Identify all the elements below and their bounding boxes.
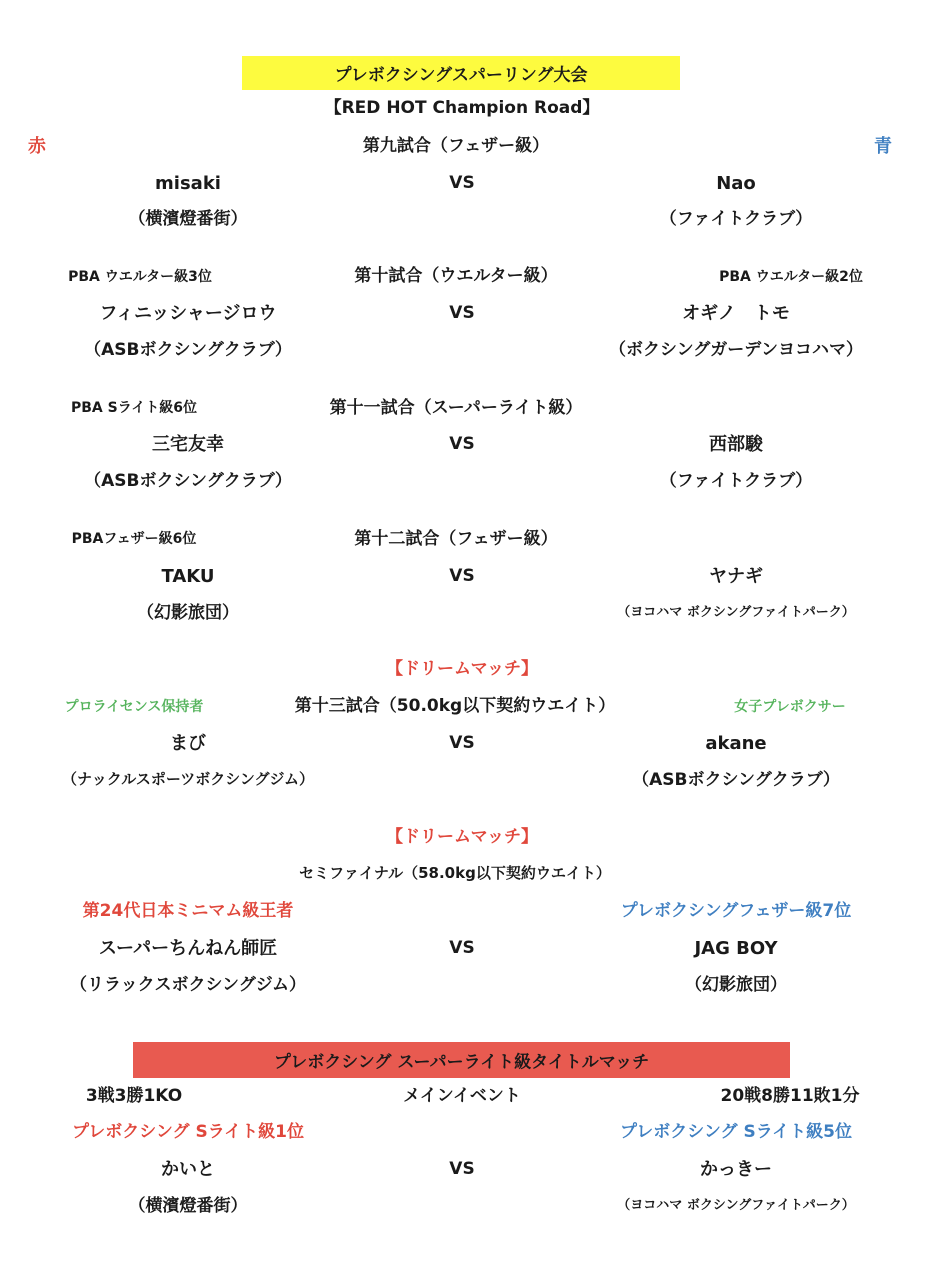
main-blue-name: かっきー [700,1159,772,1180]
bout11-red-name: 三宅友幸 [152,434,224,455]
main-red-name: かいと [161,1159,215,1180]
bout11-title: 第十一試合（スーパーライト級） [329,398,583,418]
bout13-red-note: プロライセンス保持者 [64,699,204,715]
semi-blue-gym: （幻影旅団） [685,975,787,995]
semi-red-name: スーパーちんねん師匠 [98,938,278,959]
red-corner-label: 赤 [28,136,46,157]
bout11-red-rank: PBA Sライト級6位 [70,400,198,416]
main-title: メインイベント [403,1086,521,1106]
bout10-red-gym: （ASBボクシングクラブ） [84,340,292,360]
bout9-blue-name: Nao [716,173,756,194]
main-blue-record: 20戦8勝11敗1分 [720,1086,860,1106]
event-title: プレボクシングスパーリング大会 [334,65,588,86]
semi-vs: VS [449,938,475,958]
bout10-vs: VS [449,303,475,323]
bout12-vs: VS [449,566,475,586]
bout12-blue-name: ヤナギ [709,566,763,587]
bout11-red-gym: （ASBボクシングクラブ） [84,471,292,491]
bout12-title: 第十二試合（フェザー級） [354,529,558,549]
blue-corner-label: 青 [874,136,892,157]
bout9-red-name: misaki [155,173,221,194]
main-blue-rank: プレボクシング Sライト級5位 [619,1122,853,1142]
bout9-red-gym: （横濱燈番街） [128,209,248,229]
bout13-red-gym: （ナックルスポーツボクシングジム） [62,770,314,788]
bout9-title: 第九試合（フェザー級） [362,136,550,156]
bout13-vs: VS [449,733,475,753]
bout11-vs: VS [449,434,475,454]
title-match-banner [133,1042,790,1078]
semi-blue-note: プレボクシングフェザー級7位 [620,901,852,921]
main-red-record: 3戦3勝1KO [85,1086,183,1106]
main-red-gym: （横濱燈番街） [128,1196,248,1216]
semi-title: セミファイナル（58.0kg以下契約ウエイト） [299,864,611,882]
semi-red-note: 第24代日本ミニマム級王者 [82,901,294,921]
bout9-vs: VS [449,173,475,193]
main-vs: VS [449,1159,475,1179]
bout13-title: 第十三試合（50.0kg以下契約ウエイト） [294,696,616,716]
bout10-blue-rank: PBA ウエルター級2位 [719,269,863,285]
bout13-blue-note: 女子プレボクサー [734,699,846,715]
main-red-rank: プレボクシング Sライト級1位 [71,1122,305,1142]
semi-dream-tag: 【ドリームマッチ】 [386,827,538,847]
bout13-red-name: まび [170,733,206,754]
bout9-blue-gym: （ファイトクラブ） [659,209,813,229]
semi-red-gym: （リラックスボクシングジム） [69,975,307,995]
bout13-blue-gym: （ASBボクシングクラブ） [632,770,840,790]
bout10-title: 第十試合（ウエルター級） [354,266,558,286]
bout11-blue-gym: （ファイトクラブ） [659,471,813,491]
title-match-label: プレボクシング スーパーライト級タイトルマッチ [273,1052,650,1073]
bout10-blue-name: オギノ トモ [682,303,790,324]
bout12-red-rank: PBAフェザー級6位 [71,531,197,547]
semi-blue-name: JAG BOY [694,938,778,959]
bout10-red-name: フィニッシャージロウ [99,303,277,324]
bout13-dream-tag: 【ドリームマッチ】 [386,659,538,679]
bout12-blue-gym: （ヨコハマ ボクシングファイトパーク） [617,605,855,620]
bout11-blue-name: 西部駿 [709,434,763,455]
main-blue-gym: （ヨコハマ ボクシングファイトパーク） [617,1198,855,1213]
title-banner [242,56,680,90]
event-subtitle: 【RED HOT Champion Road】 [324,98,600,118]
bout13-blue-name: akane [705,733,767,754]
bout10-blue-gym: （ボクシングガーデンヨコハマ） [609,340,863,360]
bout12-red-gym: （幻影旅団） [137,603,239,623]
bout10-red-rank: PBA ウエルター級3位 [68,269,212,285]
bout12-red-name: TAKU [161,566,215,587]
